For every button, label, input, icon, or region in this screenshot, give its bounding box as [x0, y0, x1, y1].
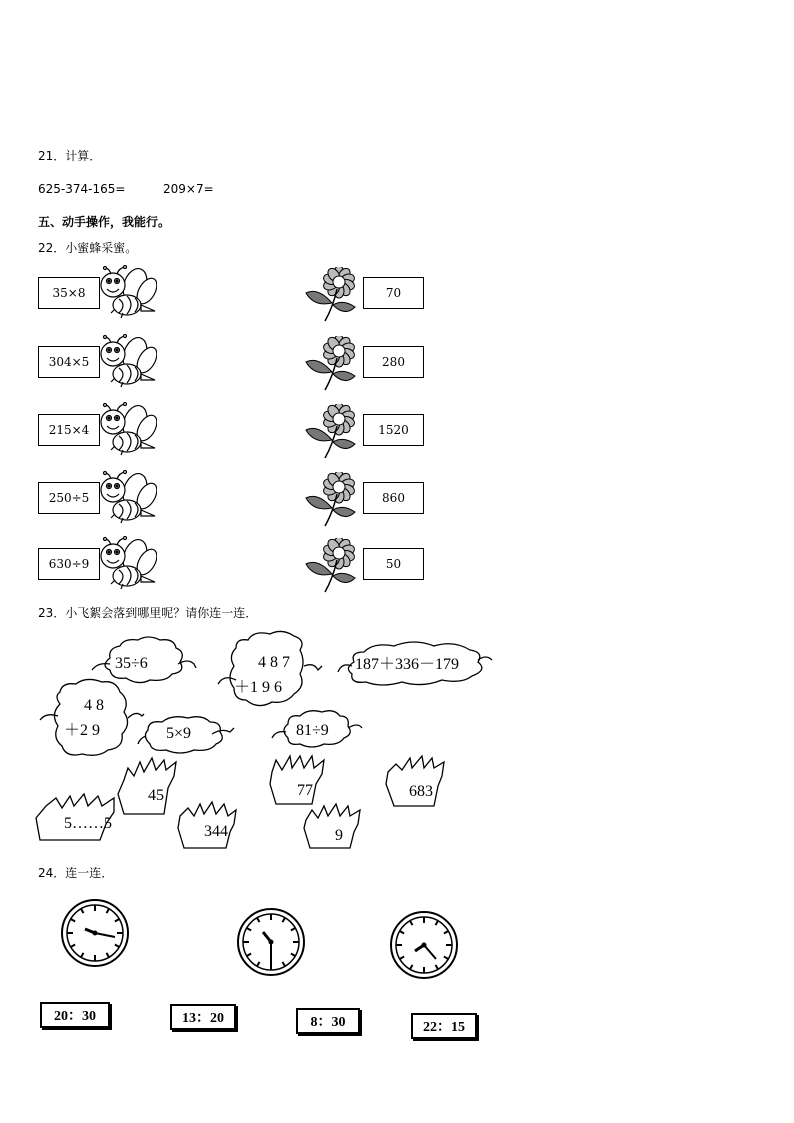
q21-title: 21．计算．: [38, 149, 102, 163]
cloud-4-text-top: 4 8: [84, 697, 104, 714]
clocks: [0, 895, 794, 985]
flower-answer-4: 860: [363, 482, 424, 514]
bee-expression-3: 215×4: [38, 414, 100, 446]
bee-expression-5: 630÷9: [38, 548, 100, 580]
cloud-6-text: 81÷9: [296, 722, 329, 739]
flower-answer-3: 1520: [363, 414, 424, 446]
q24-title: 24．连一连．: [38, 866, 114, 880]
bee-icon: [97, 536, 157, 598]
flower-answer-1: 70: [363, 277, 424, 309]
flower-icon: [305, 336, 361, 396]
clock-1: [62, 900, 128, 966]
section5-title: 五、动手操作，我能行。: [38, 215, 171, 229]
cloud-2-text-top: 4 8 7: [258, 654, 290, 671]
bee-expression-1: 35×8: [38, 277, 100, 309]
q21-expr-1: 625-374-165=: [38, 182, 126, 196]
flower-icon: [305, 404, 361, 464]
cloud-1-text: 35÷6: [115, 655, 148, 672]
grass-2-text: 77: [297, 782, 313, 799]
flower-icon: [305, 538, 361, 598]
time-card-2: 13：20: [170, 1004, 236, 1030]
grass-4-text: 5……5: [64, 815, 112, 832]
clock-2: [238, 909, 304, 975]
cloud-3-text: 187＋336－179: [355, 656, 460, 673]
grass-3-text: 683: [409, 783, 433, 800]
q21-expr-2: 209×7=: [163, 182, 214, 196]
grass-1: [118, 758, 176, 814]
flower-answer-5: 50: [363, 548, 424, 580]
flower-answer-2: 280: [363, 346, 424, 378]
grass-5-text: 344: [204, 823, 228, 840]
q22-title: 22．小蜜蜂采蜜。: [38, 241, 138, 255]
flower-icon: [305, 472, 361, 532]
bee-icon: [97, 334, 157, 396]
clock-3: [391, 912, 457, 978]
bee-expression-4: 250÷5: [38, 482, 100, 514]
time-card-4: 22：15: [411, 1013, 477, 1039]
grass-1-text: 45: [148, 787, 164, 804]
q23-title: 23．小飞絮会落到哪里呢？请你连一连．: [38, 606, 258, 620]
time-card-1: 20：30: [40, 1002, 110, 1028]
bee-icon: [97, 265, 157, 327]
cloud-2-text-bottom: ＋1 9 6: [234, 679, 283, 696]
flower-icon: [305, 267, 361, 327]
bee-expression-2: 304×5: [38, 346, 100, 378]
cloud-5-text: 5×9: [166, 725, 192, 742]
bee-icon: [97, 402, 157, 464]
cloud-4-text-bottom: ＋2 9: [64, 722, 101, 739]
time-card-3: 8：30: [296, 1008, 360, 1034]
grass-6-text: 9: [335, 827, 343, 844]
bee-icon: [97, 470, 157, 532]
grass-6: [304, 804, 360, 848]
